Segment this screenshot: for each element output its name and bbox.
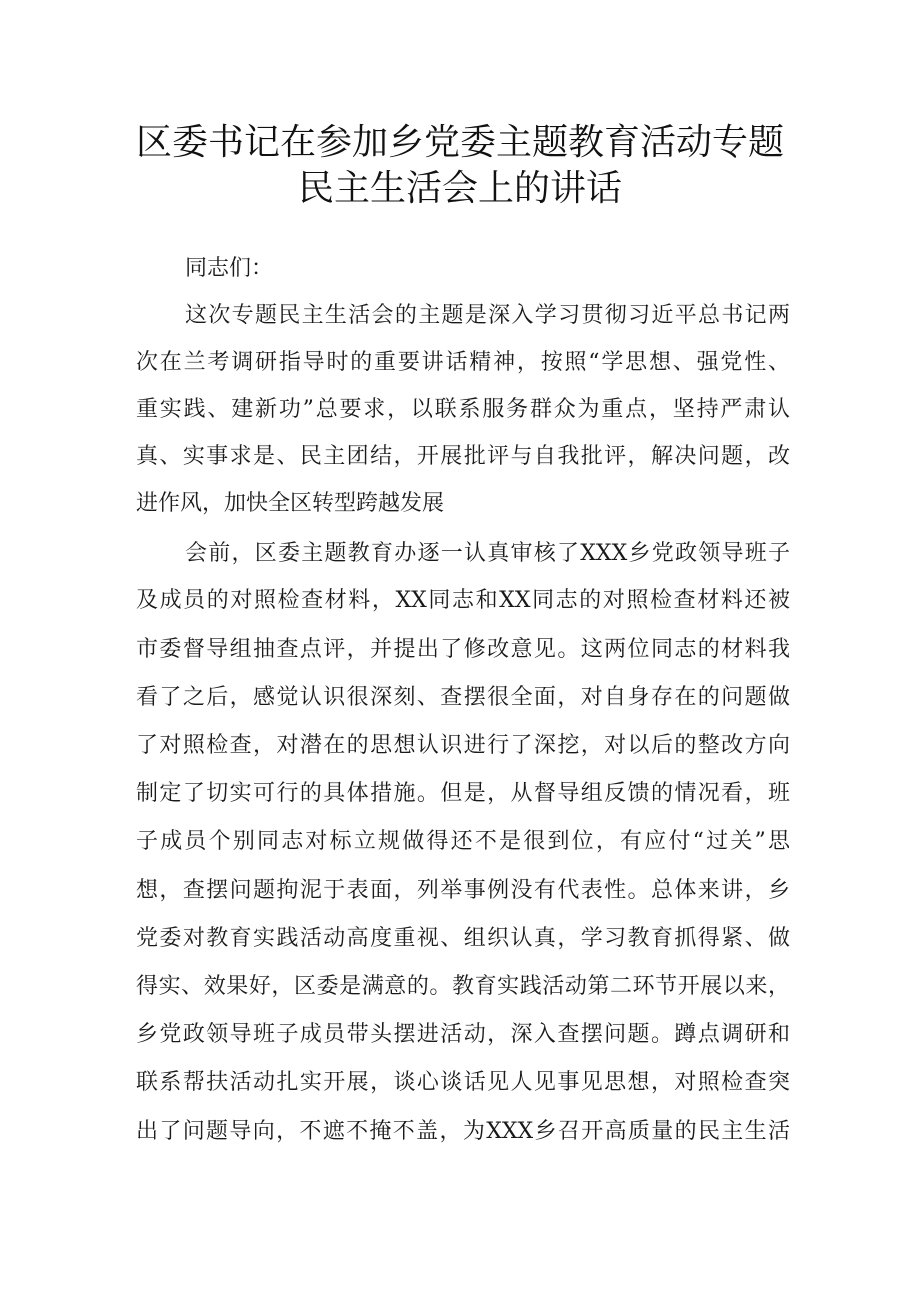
paragraph-2-line: 了对照检查，对潜在的思想认识进行了深挖，对以后的整改方向	[136, 733, 790, 758]
paragraph-1-line: 真、实事求是、民主团结，开展批评与自我批评，解决问题，改	[136, 444, 790, 469]
paragraph-1-line: 重实践、建新功”总要求，以联系服务群众为重点，坚持严肃认	[136, 397, 790, 422]
greeting: 同志们：	[185, 256, 274, 281]
paragraph-2-line: 得实、效果好，区委是满意的。教育实践活动第二环节开展以来，	[136, 974, 790, 999]
paragraph-2-line: 会前，区委主题教育办逐一认真审核了XXX乡党政领导班子	[185, 541, 790, 566]
document-title-line-1: 区委书记在参加乡党委主题教育活动专题	[135, 122, 784, 163]
paragraph-2-line: 子成员个别同志对标立规做得还不是很到位，有应付“过关”思	[136, 829, 790, 854]
paragraph-1-line: 次在兰考调研指导时的重要讲话精神，按照“学思想、强党性、	[136, 350, 790, 375]
paragraph-2-line: 看了之后，感觉认识很深刻、查摆很全面，对自身存在的问题做	[136, 685, 790, 710]
paragraph-1-line: 这次专题民主生活会的主题是深入学习贯彻习近平总书记两	[185, 303, 790, 328]
paragraph-2-line: 及成员的对照检查材料，XX同志和XX同志的对照检查材料还被	[136, 588, 790, 613]
paragraph-2-line: 想，查摆问题拘泥于表面，列举事例没有代表性。总体来讲，乡	[136, 878, 790, 903]
paragraph-1-line: 进作风，加快全区转型跨越发展	[136, 491, 445, 516]
paragraph-2-line: 联系帮扶活动扎实开展，谈心谈话见人见事见思想，对照检查突	[136, 1070, 790, 1095]
document-title-line-2: 民主生活会上的讲话	[297, 168, 622, 209]
paragraph-2-line: 出了问题导向，不遮不掩不盖，为XXX乡召开高质量的民主生活	[136, 1119, 790, 1144]
paragraph-2-line: 制定了切实可行的具体措施。但是，从督导组反馈的情况看，班	[136, 781, 790, 806]
paragraph-2-line: 乡党政领导班子成员带头摆进活动，深入查摆问题。蹲点调研和	[136, 1022, 790, 1047]
paragraph-2-line: 市委督导组抽查点评，并提出了修改意见。这两位同志的材料我	[136, 637, 790, 662]
paragraph-2-line: 党委对教育实践活动高度重视、组织认真，学习教育抓得紧、做	[136, 926, 790, 951]
